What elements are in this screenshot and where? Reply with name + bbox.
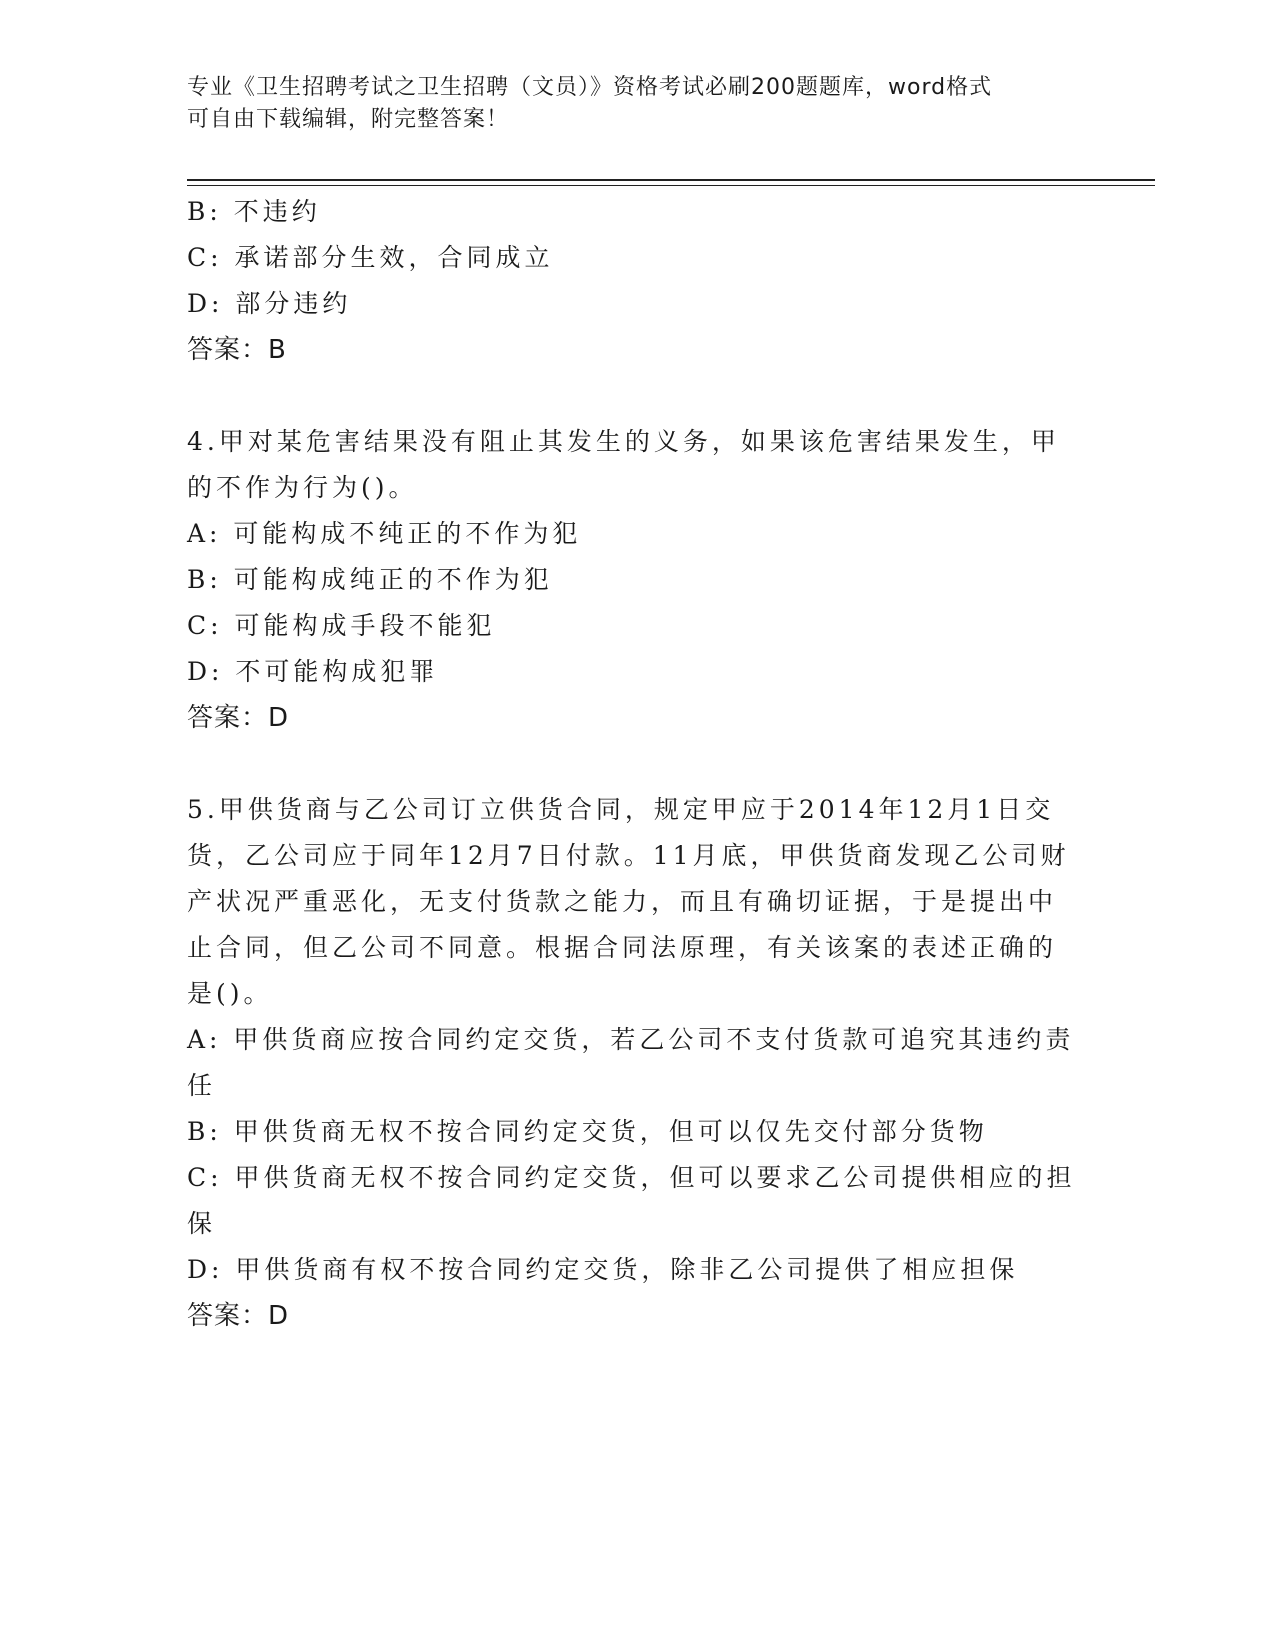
q5-option-a-line-2: 任 xyxy=(187,1071,217,1100)
q5-option-d: D: 甲供货商有权不按合同约定交货，除非乙公司提供了相应担保 xyxy=(187,1255,1019,1284)
q5-option-c-line-2: 保 xyxy=(187,1209,217,1238)
q5-stem-line-2: 货，乙公司应于同年12月7日付款。11月底，甲供货商发现乙公司财 xyxy=(187,841,1070,870)
q3-answer: 答案：B xyxy=(187,335,287,365)
document-body xyxy=(187,189,1087,1339)
q4-stem-line-1: 4.甲对某危害结果没有阻止其发生的义务，如果该危害结果发生，甲 xyxy=(187,427,1060,456)
q4-answer: 答案：D xyxy=(187,703,290,733)
q5-stem-line-4: 止合同，但乙公司不同意。根据合同法原理，有关该案的表述正确的 xyxy=(187,933,1058,962)
q4-option-c: C: 可能构成手段不能犯 xyxy=(187,611,496,640)
header-divider-thick xyxy=(187,179,1155,181)
q5-answer: 答案：D xyxy=(187,1301,290,1331)
question-4 xyxy=(187,419,1087,741)
q4-option-b: B: 可能构成纯正的不作为犯 xyxy=(187,565,553,594)
q5-option-a-line-1: A: 甲供货商应按合同约定交货，若乙公司不支付货款可追究其违约责 xyxy=(187,1025,1075,1054)
q3-option-c: C: 承诺部分生效，合同成立 xyxy=(187,243,554,272)
question-5 xyxy=(187,787,1087,1339)
q4-option-d: D: 不可能构成犯罪 xyxy=(187,657,439,686)
q4-stem-line-2: 的不作为行为()。 xyxy=(187,473,418,502)
q5-option-b: B: 甲供货商无权不按合同约定交货，但可以仅先交付部分货物 xyxy=(187,1117,988,1146)
q5-stem-line-5: 是()。 xyxy=(187,979,273,1008)
q5-option-c-line-1: C: 甲供货商无权不按合同约定交货，但可以要求乙公司提供相应的担 xyxy=(187,1163,1076,1192)
header-divider-thin xyxy=(187,185,1155,186)
q5-stem-line-1: 5.甲供货商与乙公司订立供货合同，规定甲应于2014年12月1日交 xyxy=(187,795,1055,824)
q3-option-b: B: 不违约 xyxy=(187,197,321,226)
header-line-1: 专业《卫生招聘考试之卫生招聘（文员）》资格考试必刷200题题库，word格式 xyxy=(187,75,993,100)
q4-option-a: A: 可能构成不纯正的不作为犯 xyxy=(187,519,582,548)
q3-option-d: D: 部分违约 xyxy=(187,289,352,318)
document-header xyxy=(187,72,1067,136)
question-3-tail xyxy=(187,189,1087,373)
header-line-2: 可自由下载编辑，附完整答案！ xyxy=(187,107,510,132)
q5-stem-line-3: 产状况严重恶化，无支付货款之能力，而且有确切证据，于是提出中 xyxy=(187,887,1058,916)
